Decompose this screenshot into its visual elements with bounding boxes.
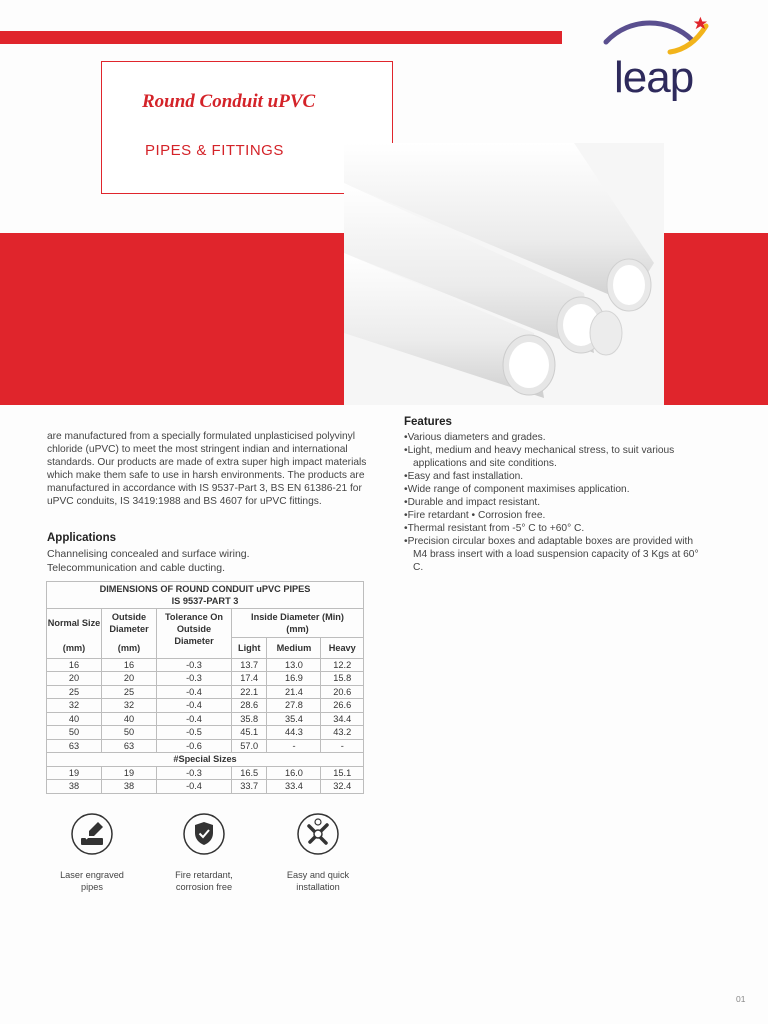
feature-item: • Light, medium and heavy mechanical stress, to suit various applications and site conditions. <box>404 444 704 470</box>
cell: 32.4 <box>321 780 364 794</box>
shield-check-icon <box>182 812 226 856</box>
icon-label: corrosion free <box>175 881 233 892</box>
cell: 15.8 <box>321 672 364 686</box>
header-medium: Medium <box>267 638 321 659</box>
cell: 16.5 <box>232 766 267 780</box>
feature-item: • Precision circular boxes and adaptable boxes are provided with M4 brass insert with a load suspension capacity of 3 Kgs at 60° C. <box>404 535 704 574</box>
red-band-left <box>0 233 350 405</box>
laser-engrave-icon <box>70 812 114 856</box>
feature-icon-block <box>263 812 373 893</box>
cell: 22.1 <box>232 685 267 699</box>
header-unit: (mm) <box>102 638 157 659</box>
table-row <box>47 672 364 686</box>
table-title <box>47 582 364 609</box>
cell: 57.0 <box>232 739 267 753</box>
cell: -0.3 <box>157 658 232 672</box>
cell: 16.9 <box>267 672 321 686</box>
cell: 44.3 <box>267 726 321 740</box>
table-row <box>47 766 364 780</box>
cell: -0.4 <box>157 712 232 726</box>
cell: 35.4 <box>267 712 321 726</box>
red-band-right <box>664 233 768 405</box>
cell: - <box>267 739 321 753</box>
cell: 50 <box>102 726 157 740</box>
cell: 34.4 <box>321 712 364 726</box>
table-row <box>47 658 364 672</box>
page-title: Round Conduit uPVC <box>142 91 316 112</box>
cell: 40 <box>102 712 157 726</box>
feature-item: • Durable and impact resistant. <box>404 496 704 509</box>
cell: -0.4 <box>157 780 232 794</box>
cell: -0.6 <box>157 739 232 753</box>
intro-paragraph: are manufactured from a specially formulated unplasticised polyvinyl chloride (uPVC) to meet the most stringent indian and international standards. Our products are made of extra super high impact materials which make them safe to use in harsh environments. The products are manufactured in accordance with IS 9537-Part 3, BS EN 61386-21 for uPVC conduits, IS 3419:1988 and BS 4607 for uPVC fittings. <box>47 431 367 507</box>
cell: 32 <box>102 699 157 713</box>
tools-icon <box>296 812 340 856</box>
cell: -0.4 <box>157 699 232 713</box>
feature-item: • Fire retardant • Corrosion free. <box>404 509 704 522</box>
cell: 19 <box>47 766 102 780</box>
cell: 21.4 <box>267 685 321 699</box>
table-title-line2: IS 9537-PART 3 <box>171 596 239 606</box>
table-row <box>47 699 364 713</box>
cell: 17.4 <box>232 672 267 686</box>
cell: -0.4 <box>157 685 232 699</box>
cell: - <box>321 739 364 753</box>
icon-label: Laser engraved <box>60 870 124 880</box>
feature-item: • Wide range of component maximises application. <box>404 483 704 496</box>
cell: 32 <box>47 699 102 713</box>
cell: 25 <box>47 685 102 699</box>
cell: 26.6 <box>321 699 364 713</box>
header-tolerance: Tolerance On Outside Diameter <box>157 609 232 659</box>
cell: 33.7 <box>232 780 267 794</box>
special-sizes-label: #Special Sizes <box>47 753 364 767</box>
cell: 35.8 <box>232 712 267 726</box>
feature-icon-block <box>149 812 259 893</box>
header-outside-diameter: Outside Diameter <box>102 609 157 638</box>
page-subtitle: PIPES & FITTINGS <box>145 142 284 159</box>
table-row <box>47 712 364 726</box>
feature-icon-block <box>37 812 147 893</box>
header-unit: (mm) <box>47 638 102 659</box>
cell: 25 <box>102 685 157 699</box>
features-heading: Features <box>404 416 452 428</box>
cell: 40 <box>47 712 102 726</box>
cell: 27.8 <box>267 699 321 713</box>
icon-label: installation <box>296 881 340 892</box>
cell: 16 <box>47 658 102 672</box>
applications-heading: Applications <box>47 532 117 544</box>
cell: 45.1 <box>232 726 267 740</box>
top-red-bar <box>0 31 562 44</box>
cell: 50 <box>47 726 102 740</box>
cell: 20.6 <box>321 685 364 699</box>
cell: 13.0 <box>267 658 321 672</box>
cell: 19 <box>102 766 157 780</box>
cell: 20 <box>47 672 102 686</box>
cell: 38 <box>47 780 102 794</box>
table-row <box>47 739 364 753</box>
applications-list <box>47 547 250 575</box>
application-item: Channelising concealed and surface wiring. <box>47 548 250 560</box>
cell: 43.2 <box>321 726 364 740</box>
cell: -0.5 <box>157 726 232 740</box>
header-light: Light <box>232 638 267 659</box>
pipes-product-image <box>344 143 664 405</box>
icon-label: Fire retardant, <box>175 870 233 880</box>
cell: -0.3 <box>157 766 232 780</box>
icon-label: pipes <box>81 881 103 892</box>
cell: 38 <box>102 780 157 794</box>
cell: 15.1 <box>321 766 364 780</box>
features-list <box>404 431 704 574</box>
header-normal-size: Normal Size <box>47 609 102 638</box>
cell: -0.3 <box>157 672 232 686</box>
cell: 63 <box>47 739 102 753</box>
feature-item: • Thermal resistant from -5° C to +60° C. <box>404 522 704 535</box>
cell: 13.7 <box>232 658 267 672</box>
application-item: Telecommunication and cable ducting. <box>47 562 226 574</box>
cell: 28.6 <box>232 699 267 713</box>
cell: 20 <box>102 672 157 686</box>
table-row <box>47 685 364 699</box>
cell: 16.0 <box>267 766 321 780</box>
logo-wordmark: leap <box>614 53 694 102</box>
page-number: 01 <box>736 994 746 1004</box>
table-row <box>47 780 364 794</box>
cell: 63 <box>102 739 157 753</box>
table-title-line1: DIMENSIONS OF ROUND CONDUIT uPVC PIPES <box>99 584 311 594</box>
cell: 16 <box>102 658 157 672</box>
feature-item: • Easy and fast installation. <box>404 470 704 483</box>
table-row <box>47 726 364 740</box>
icon-label: Easy and quick <box>286 870 350 880</box>
cell: 12.2 <box>321 658 364 672</box>
feature-item: • Various diameters and grades. <box>404 431 704 444</box>
cell: 33.4 <box>267 780 321 794</box>
header-inside-diameter: Inside Diameter (Min) (mm) <box>232 609 364 638</box>
dimensions-table <box>46 581 364 794</box>
header-heavy: Heavy <box>321 638 364 659</box>
